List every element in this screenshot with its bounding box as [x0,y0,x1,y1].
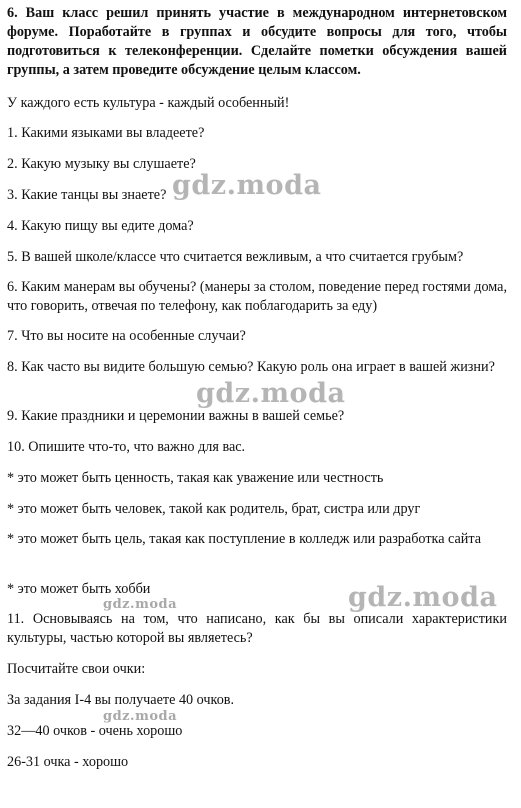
scoring-line-1: За задания I-4 вы получаете 40 очков. [7,692,235,708]
task-instruction: 6. Ваш класс решил принять участие в международном интернетовском форуме. Поработайте в группах и обсудите вопросы для того, чтобы подготовиться к телеконференции. Сделайте пометки обсуждения вашей группы, а затем проведите обсуждение целым классом. [7,5,507,78]
watermark-logo: gdz.moda [348,582,498,613]
question-4: 4. Какую пищу вы едите дома? [7,218,194,234]
question-11: 11. Основываясь на том, что написано, как бы вы описали характеристики культуры, частью которой вы являетесь? [7,611,507,646]
question-5: 5. В вашей школе/классе что считается вежливым, а что считается грубым? [7,249,464,265]
scoring-line-3: 26-31 очка - хорошо [7,754,129,770]
scoring-heading: Посчитайте свои очки: [7,661,146,677]
question-6: 6. Каким манерам вы обучены? (манеры за столом, поведение перед гостями дома, что говорить, отвечая по телефону, как поблагодарить за еду) [7,279,507,314]
bullet-hobby: * это может быть хобби [7,581,151,597]
question-1: 1. Какими языками вы владеете? [7,125,205,141]
intro-line: У каждого есть культура - каждый особенный! [7,95,290,111]
question-2: 2. Какую музыку вы слушаете? [7,156,196,172]
question-10: 10. Опишите что-то, что важно для вас. [7,439,246,455]
question-7: 7. Что вы носите на особенные случаи? [7,328,246,344]
question-8: 8. Как часто вы видите большую семью? Какую роль она играет в вашей жизни? [7,359,495,375]
question-9: 9. Какие праздники и церемонии важны в вашей семье? [7,408,345,424]
scoring-line-2: 32—40 очков - очень хорошо [7,723,183,739]
question-3: 3. Какие танцы вы знаете? [7,187,167,203]
bullet-goal: * это может быть цель, такая как поступление в колледж или разработка сайта [7,531,482,547]
watermark-logo: gdz.moda [103,597,178,612]
bullet-value: * это может быть ценность, такая как уважение или честность [7,470,384,486]
bullet-person: * это может быть человек, такой как родитель, брат, систра или друг [7,501,421,517]
watermark-logo: gdz.moda [196,378,346,409]
watermark-logo: gdz.moda [103,709,178,724]
watermark-logo: gdz.moda [172,170,322,201]
